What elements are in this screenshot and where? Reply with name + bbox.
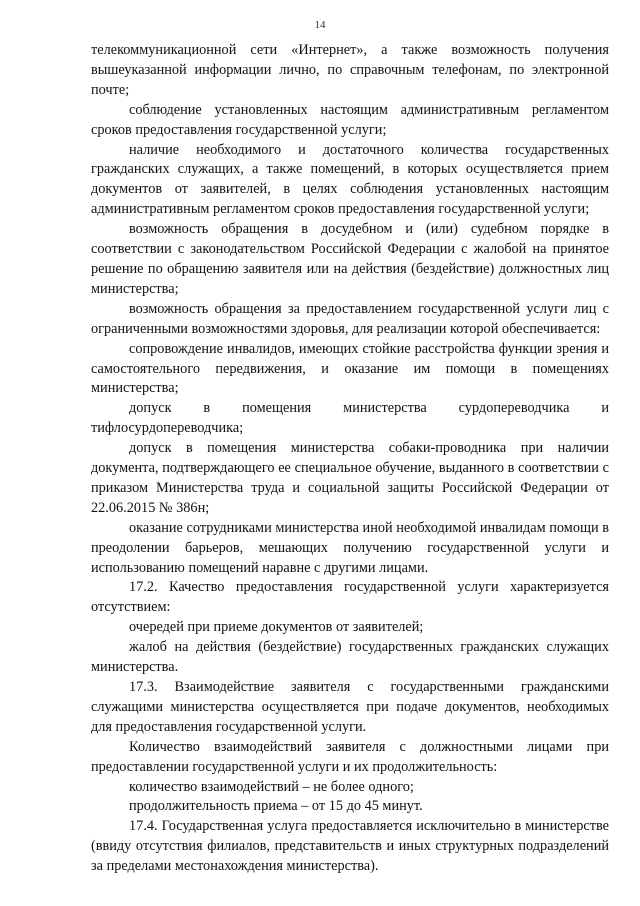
document-body xyxy=(91,41,609,877)
paragraph: Количество взаимодействий заявителя с должностными лицами при предоставлении государственной услуги и их продолжительность: xyxy=(91,738,609,775)
paragraph: соблюдение установленных настоящим административным регламентом сроков предоставления государственной услуги; xyxy=(91,101,609,138)
paragraph: 17.2. Качество предоставления государственной услуги характеризуется отсутствием: xyxy=(91,579,609,616)
paragraph: допуск в помещения министерства собаки-проводника при наличии документа, подтверждающего ее специальное обучение, выданного в соответствии с приказом Министерства труда и социальной защиты Российской Федерации от 22.06.2015 № 386н; xyxy=(91,440,609,516)
paragraph: допуск в помещения министерства сурдопереводчика и тифлосурдопереводчика; xyxy=(91,400,609,437)
paragraph: возможность обращения в досудебном и (или) судебном порядке в соответствии с законодательством Российской Федерации с жалобой на принятое решение по обращению заявителя или на действия (бездействие) должностных лиц министерства; xyxy=(91,221,609,297)
paragraph: наличие необходимого и достаточного количества государственных гражданских служащих, а также помещений, в которых осуществляется прием документов от заявителей, в целях соблюдения установленных настоящим административным регламентом сроков предоставления государственной услуги; xyxy=(91,141,609,218)
paragraph: возможность обращения за предоставлением государственной услуги лиц с ограниченными возможностями здоровья, для реализации которой обеспечивается: xyxy=(91,300,609,337)
paragraph: жалоб на действия (бездействие) государственных гражданских служащих министерства. xyxy=(91,639,609,676)
paragraph: продолжительность приема – от 15 до 45 минут. xyxy=(129,798,423,815)
paragraph: сопровождение инвалидов, имеющих стойкие расстройства функции зрения и самостоятельного передвижения, и оказание им помощи в помещениях министерства; xyxy=(91,340,609,397)
paragraph: количество взаимодействий – не более одного; xyxy=(129,778,414,795)
paragraph: телекоммуникационной сети «Интернет», а также возможность получения вышеуказанной информации лично, по справочным телефонам, по электронной почте; xyxy=(91,42,609,98)
paragraph: оказание сотрудниками министерства иной необходимой инвалидам помощи в преодолении барьеров, мешающих получению государственной услуги и использованию помещений наравне с другими лицами. xyxy=(91,519,609,576)
paragraph: 17.3. Взаимодействие заявителя с государственными гражданскими служащими министерства осуществляется при подаче документов, необходимых для предоставления государственной услуги. xyxy=(91,679,609,735)
paragraph: 17.4. Государственная услуга предоставляется исключительно в министерстве (ввиду отсутствия филиалов, представительств и иных структурных подразделений за пределами местонахождения министерства). xyxy=(91,818,609,875)
page-number: 14 xyxy=(314,19,326,31)
paragraph: очередей при приеме документов от заявителей; xyxy=(129,619,424,636)
